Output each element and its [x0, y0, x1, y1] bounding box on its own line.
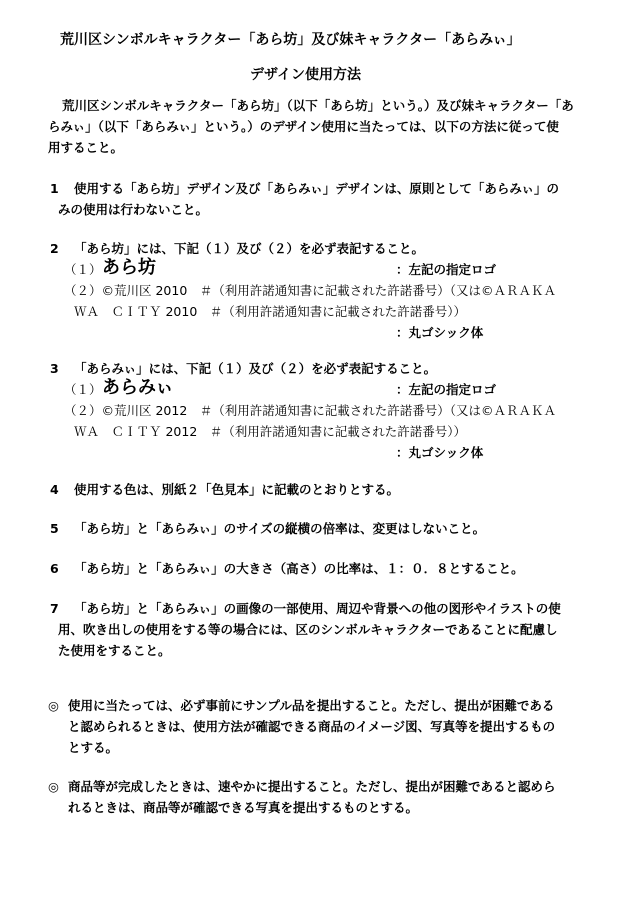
item-text: 使用する色は、別紙２「色見本」に記載のとおりとする。 — [74, 482, 400, 497]
item-number: 4 — [50, 482, 59, 497]
item-text: 「あら坊」と「あらみぃ」の大きさ（高さ）の比率は、１：０．８とすること。 — [74, 561, 524, 576]
item-text: 「あら坊」と「あらみぃ」の画像の一部使用、周辺や背景への他の図形やイラストの使 — [74, 601, 561, 616]
sub-note: ：左記の指定ロゴ — [396, 262, 497, 277]
item-heading: 「あらみぃ」には、下記（１）及び（２）を必ず表記すること。 — [74, 361, 437, 376]
item-number: 3 — [50, 361, 59, 376]
copyright-line: （２）©荒川区 2012 ＃（利用許諾通知書に記載された許諾番号）（又は©ＡＲＡＫＡ — [64, 403, 557, 418]
arami-logo-text: あらみぃ — [102, 377, 174, 398]
note-text: とする。 — [68, 740, 119, 755]
arabo-logo-text: あら坊 — [102, 257, 156, 278]
item-heading: 「あら坊」には、下記（１）及び（２）を必ず表記すること。 — [74, 241, 425, 256]
item-text: た使用をすること。 — [58, 643, 171, 658]
note-text: れるときは、商品等が確認できる写真を提出するものとする。 — [68, 800, 419, 815]
sub-note: ：丸ゴシック体 — [396, 445, 484, 460]
item-number: 6 — [50, 561, 59, 576]
item-text: 「あら坊」と「あらみぃ」のサイズの縦横の倍率は、変更はしないこと。 — [74, 521, 486, 536]
double-circle-mark: ◎ — [48, 779, 59, 794]
item-text: 用、吹き出しの使用をする等の場合には、区のシンボルキャラクターであることに配慮し — [58, 622, 558, 637]
document-subtitle: デザイン使用方法 — [250, 67, 362, 83]
item-text: みの使用は行わないこと。 — [58, 202, 209, 217]
intro-line: 用すること。 — [48, 140, 124, 155]
sub-note: ：丸ゴシック体 — [396, 325, 484, 340]
sub-label: （１） — [64, 262, 102, 277]
double-circle-mark: ◎ — [48, 698, 59, 713]
copyright-line: ＷＡ ＣＩＴＹ 2012 ＃（利用許諾通知書に記載された許諾番号）） — [74, 424, 467, 439]
copyright-line: （２）©荒川区 2010 ＃（利用許諾通知書に記載された許諾番号）（又は©ＡＲＡＫＡ — [64, 283, 557, 298]
document-title: 荒川区シンボルキャラクター「あら坊」及び妹キャラクター「あらみぃ」 — [60, 32, 521, 48]
item-number: 1 — [50, 181, 59, 196]
copyright-line: ＷＡ ＣＩＴＹ 2010 ＃（利用許諾通知書に記載された許諾番号）） — [74, 304, 467, 319]
item-number: 5 — [50, 521, 59, 536]
intro-line: 荒川区シンボルキャラクター「あら坊」（以下「あら坊」という。）及び妹キャラクター「あ — [62, 98, 574, 113]
note-text: 商品等が完成したときは、速やかに提出すること。ただし、提出が困難であると認めら — [68, 779, 556, 794]
note-text: 使用に当たっては、必ず事前にサンプル品を提出すること。ただし、提出が困難である — [68, 698, 555, 713]
sub-note: ：左記の指定ロゴ — [396, 382, 497, 397]
intro-line: らみぃ」（以下「あらみぃ」という。）のデザイン使用に当たっては、以下の方法に従って使 — [48, 119, 559, 134]
sub-label: （１） — [64, 382, 102, 397]
item-text: 使用する「あら坊」デザイン及び「あらみぃ」デザインは、原則として「あらみぃ」の — [74, 181, 560, 196]
note-text: と認められるときは、使用方法が確認できる商品のイメージ図、写真等を提出するもの — [68, 719, 556, 734]
item-number: 7 — [50, 601, 59, 616]
item-number: 2 — [50, 241, 59, 256]
